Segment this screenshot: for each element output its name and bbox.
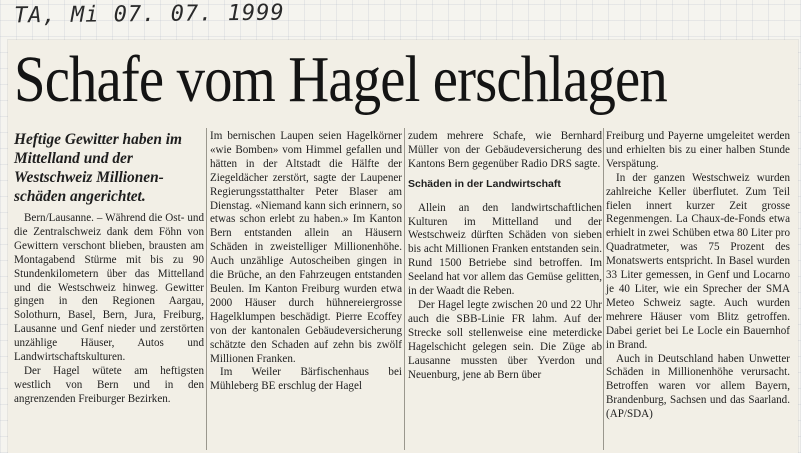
section-subheading: Schäden in der Landwirtschaft: [408, 177, 561, 190]
paragraph: In der ganzen Westschweiz wurden zahlreiche Keller überflutet. Zum Teil fielen innert kurzer Zeit grosse Regenmengen. La Chaux-de-Fonds etwa erhielt in zwei Schüben etwa 80 Liter pro Quadratmeter, was 75 Prozent des Monatswerts entspricht. In Basel wurden 33 Liter gemessen, in Genf und Locarno je 40 Liter, wie ein Sprecher der SMA Meteo Schweiz sagte. Auch wurden mehrere Häuser vom Blitz getroffen. Dabei geriet bei Le Locle ein Bauernhof in Brand.: [606, 171, 790, 351]
paragraph: Bern/Lausanne. – Während die Ost- und die Zentralschweiz dank dem Föhn von Gewittern verschont blieben, brausten am Montagabend Stürme mit bis zu 90 Stundenkilometern über das Mittelland und die Westschweiz hinweg. Gewitter gingen in den Regionen Aargau, Solothurn, Basel, Bern, Jura, Freiburg, Lausanne und Genf nieder und zerstörten unzählige Häuser, Autos und Landwirtschaftskulturen.: [14, 212, 204, 364]
paragraph: Auch in Deutschland haben Unwetter Schäden in Millionenhöhe verursacht. Betroffen waren vor allem Bayern, Brandenburg, Sachsen und das Saarland. (AP/SDA): [606, 352, 790, 421]
article-lede: Heftige Gewitter haben im Mittelland und der Westschweiz Millionen-schäden angerichtet.: [14, 131, 182, 205]
article-headline: Schafe vom Hagel erschlagen: [14, 43, 667, 116]
paragraph: Der Hagel legte zwischen 20 und 22 Uhr auch die SBB-Linie FR lahm. Auf der Strecke soll stellenweise eine meterdicke Hagelschicht gelegen sein. Die Züge ab Lausanne mussten über Yverdon und Neuenburg, jene ab Bern über: [408, 298, 602, 381]
paragraph: Im bernischen Laupen seien Hagelkörner «wie Bomben» vom Himmel gefallen und hätten in der Altstadt die Hälfte der Ziegeldächer zerstört, sagte der Laupener Regierungsstatthalter Peter Blaser am Dienstag. «Niemand kann sich erinnern, so etwas schon erlebt zu haben.» Im Kanton Bern entstanden allein an Häusern Schäden in zweistelliger Millionenhöhe. Auch unzählige Autoscheiben gingen in die Brüche, an den Fahrzeugen entstanden Beulen. Im Kanton Freiburg wurden etwa 2000 Häuser durch hühnereiergrosse Hagelklumpen beschädigt. Pierre Ecoffey von der kantonalen Gebäudeversicherung schätzte den Schaden auf zehn bis zwölf Millionen Franken.: [210, 130, 402, 365]
column-divider: [603, 128, 604, 450]
article-column-1: [14, 130, 204, 407]
article-column-3: [408, 130, 602, 382]
column-divider: [206, 128, 207, 450]
column-divider: [404, 128, 405, 450]
article-column-2: [210, 130, 402, 394]
paragraph: Freiburg und Payerne umgeleitet werden und erhielten bis zu einer halben Stunde Verspätung.: [606, 130, 790, 170]
paragraph: Im Weiler Bärfischenhaus bei Mühleberg BE erschlug der Hagel: [210, 366, 402, 393]
paragraph: Der Hagel wütete am heftigsten westlich von Bern und in den angrenzenden Freiburger Bezirken.: [14, 364, 204, 405]
handwritten-date-note: TA, Mi 07. 07. 1999: [13, 0, 285, 29]
paragraph: zudem mehrere Schafe, wie Bernhard Müller von der Gebäudeversicherung des Kantons Bern gegenüber Radio DRS sagte.: [408, 130, 602, 170]
article-column-4: [606, 130, 790, 422]
paragraph: Allein an den landwirtschaftlichen Kulturen im Mittelland und der Westschweiz dürften Schäden von sieben bis acht Millionen Franken entstanden sein. Rund 1500 Betriebe sind betroffen. Im Seeland hat vor allem das Gemüse gelitten, in der Waadt die Reben.: [408, 201, 602, 298]
